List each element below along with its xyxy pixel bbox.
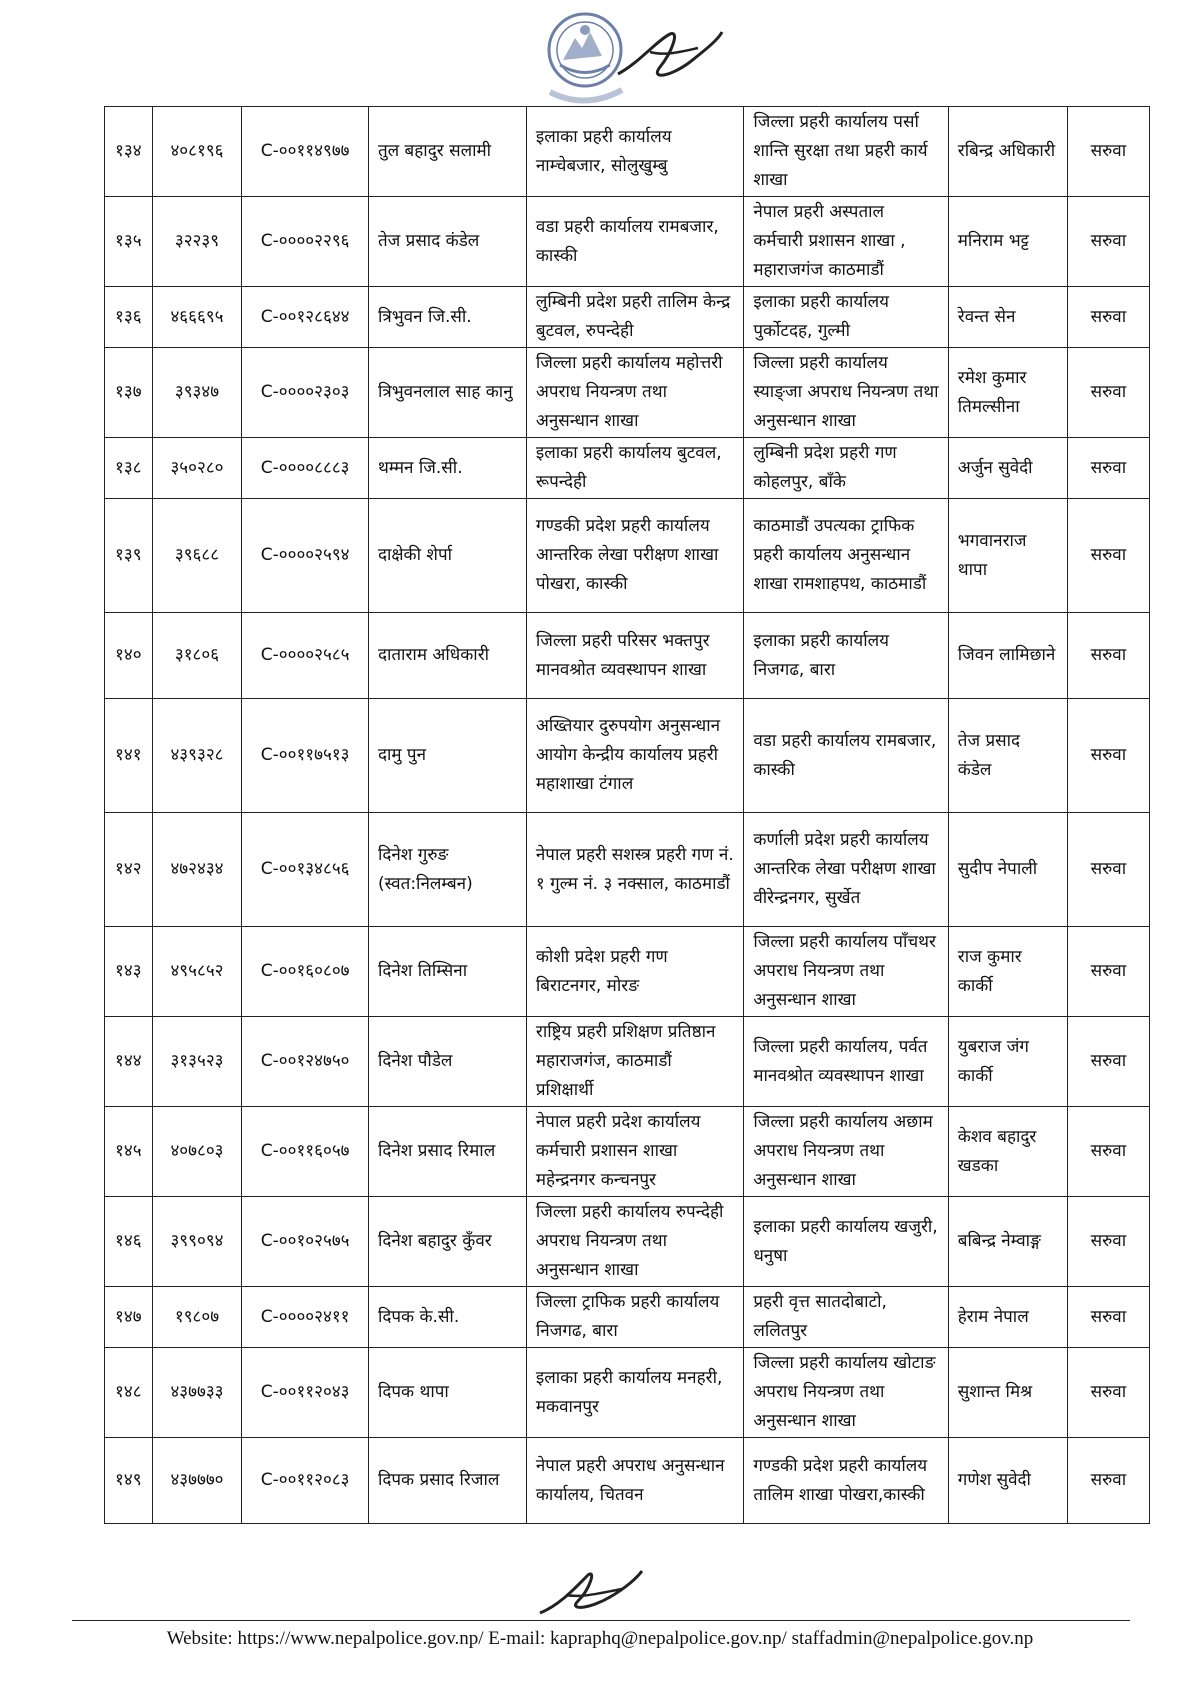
cell-name: दिनेश बहादुर कुँवर bbox=[368, 1197, 526, 1287]
cell-serial-number: १४९ bbox=[105, 1438, 153, 1524]
cell-employee-id: ४६६६९५ bbox=[152, 287, 242, 348]
table-row bbox=[105, 499, 1150, 613]
cell-code: C-००१२८६४४ bbox=[242, 287, 369, 348]
cell-replacement: सुदीप नेपाली bbox=[948, 813, 1067, 927]
cell-new-office: जिल्ला प्रहरी कार्यालय, पर्वत मानवश्रोत व्यवस्थापन शाखा bbox=[744, 1017, 948, 1107]
cell-code: C-००००२५८५ bbox=[242, 613, 369, 699]
cell-current-office: वडा प्रहरी कार्यालय रामबजार, कास्की bbox=[526, 197, 743, 287]
table-row bbox=[105, 348, 1150, 438]
cell-name: दामु पुन bbox=[368, 699, 526, 813]
cell-serial-number: १४६ bbox=[105, 1197, 153, 1287]
cell-replacement: रमेश कुमार तिमल्सीना bbox=[948, 348, 1067, 438]
cell-serial-number: १३७ bbox=[105, 348, 153, 438]
cell-name: दाक्षेकी शेर्पा bbox=[368, 499, 526, 613]
cell-status: सरुवा bbox=[1067, 1107, 1149, 1197]
cell-serial-number: १४७ bbox=[105, 1287, 153, 1348]
cell-name: दाताराम अधिकारी bbox=[368, 613, 526, 699]
cell-code: C-००११७५१३ bbox=[242, 699, 369, 813]
cell-employee-id: ४०८१९६ bbox=[152, 107, 242, 197]
cell-name: दिनेश तिम्सिना bbox=[368, 927, 526, 1017]
table-row bbox=[105, 1107, 1150, 1197]
cell-serial-number: १३६ bbox=[105, 287, 153, 348]
cell-current-office: इलाका प्रहरी कार्यालय बुटवल, रूपन्देही bbox=[526, 438, 743, 499]
cell-status: सरुवा bbox=[1067, 613, 1149, 699]
cell-code: C-००१३४८५६ bbox=[242, 813, 369, 927]
cell-employee-id: ३२२३९ bbox=[152, 197, 242, 287]
cell-code: C-००११२०४३ bbox=[242, 1348, 369, 1438]
cell-current-office: गण्डकी प्रदेश प्रहरी कार्यालय आन्तरिक लेखा परीक्षण शाखा पोखरा, कास्की bbox=[526, 499, 743, 613]
cell-new-office: नेपाल प्रहरी अस्पताल कर्मचारी प्रशासन शाखा , महाराजगंज काठमाडौं bbox=[744, 197, 948, 287]
cell-replacement: राज कुमार कार्की bbox=[948, 927, 1067, 1017]
cell-replacement: केशव बहादुर खडका bbox=[948, 1107, 1067, 1197]
cell-replacement: जिवन लामिछाने bbox=[948, 613, 1067, 699]
cell-serial-number: १४५ bbox=[105, 1107, 153, 1197]
footer-contact: Website: https://www.nepalpolice.gov.np/ E-mail: kapraphq@nepalpolice.gov.np/ staffadmin@nepalpolice.gov.np bbox=[166, 1628, 1034, 1649]
cell-current-office: इलाका प्रहरी कार्यालय मनहरी, मकवानपुर bbox=[526, 1348, 743, 1438]
cell-serial-number: १४२ bbox=[105, 813, 153, 927]
cell-current-office: नेपाल प्रहरी सशस्त्र प्रहरी गण नं. १ गुल्म नं. ३ नक्साल, काठमाडौं bbox=[526, 813, 743, 927]
cell-serial-number: १४० bbox=[105, 613, 153, 699]
cell-current-office: जिल्ला ट्राफिक प्रहरी कार्यालय निजगढ, बारा bbox=[526, 1287, 743, 1348]
cell-employee-id: ४३९३२८ bbox=[152, 699, 242, 813]
table-row bbox=[105, 613, 1150, 699]
cell-name: दिपक थापा bbox=[368, 1348, 526, 1438]
cell-code: C-००००२२९६ bbox=[242, 197, 369, 287]
cell-name: दिपक प्रसाद रिजाल bbox=[368, 1438, 526, 1524]
cell-new-office: इलाका प्रहरी कार्यालय खजुरी, धनुषा bbox=[744, 1197, 948, 1287]
table-row bbox=[105, 1197, 1150, 1287]
cell-new-office: जिल्ला प्रहरी कार्यालय अछाम अपराध नियन्त्रण तथा अनुसन्धान शाखा bbox=[744, 1107, 948, 1197]
cell-new-office: लुम्बिनी प्रदेश प्रहरी गण कोहलपुर, बाँके bbox=[744, 438, 948, 499]
table-row bbox=[105, 287, 1150, 348]
cell-status: सरुवा bbox=[1067, 1348, 1149, 1438]
cell-current-office: नेपाल प्रहरी प्रदेश कार्यालय कर्मचारी प्रशासन शाखा महेन्द्रनगर कन्चनपुर bbox=[526, 1107, 743, 1197]
cell-replacement: सुशान्त मिश्र bbox=[948, 1348, 1067, 1438]
cell-name: दिपक के.सी. bbox=[368, 1287, 526, 1348]
cell-name: तेज प्रसाद कंडेल bbox=[368, 197, 526, 287]
cell-new-office: प्रहरी वृत्त सातदोबाटो, ललितपुर bbox=[744, 1287, 948, 1348]
cell-name: दिनेश गुरुङ (स्वत:निलम्बन) bbox=[368, 813, 526, 927]
table-body bbox=[105, 107, 1150, 1524]
cell-new-office: इलाका प्रहरी कार्यालय पुर्कोटदह, गुल्मी bbox=[744, 287, 948, 348]
cell-replacement: बबिन्द्र नेम्वाङ्ग bbox=[948, 1197, 1067, 1287]
cell-name: त्रिभुवन जि.सी. bbox=[368, 287, 526, 348]
cell-status: सरुवा bbox=[1067, 107, 1149, 197]
table-row bbox=[105, 1287, 1150, 1348]
cell-replacement: तेज प्रसाद कंडेल bbox=[948, 699, 1067, 813]
cell-new-office: जिल्ला प्रहरी कार्यालय पाँचथर अपराध नियन्त्रण तथा अनुसन्धान शाखा bbox=[744, 927, 948, 1017]
cell-status: सरुवा bbox=[1067, 348, 1149, 438]
cell-serial-number: १३४ bbox=[105, 107, 153, 197]
cell-status: सरुवा bbox=[1067, 1438, 1149, 1524]
cell-name: तुल बहादुर सलामी bbox=[368, 107, 526, 197]
cell-code: C-००१०२५७५ bbox=[242, 1197, 369, 1287]
cell-status: सरुवा bbox=[1067, 499, 1149, 613]
cell-replacement: युबराज जंग कार्की bbox=[948, 1017, 1067, 1107]
cell-code: C-००००२३०३ bbox=[242, 348, 369, 438]
table-row bbox=[105, 699, 1150, 813]
cell-current-office: लुम्बिनी प्रदेश प्रहरी तालिम केन्द्र बुटवल, रुपन्देही bbox=[526, 287, 743, 348]
cell-employee-id: ३१८०६ bbox=[152, 613, 242, 699]
cell-current-office: कोशी प्रदेश प्रहरी गण बिराटनगर, मोरङ bbox=[526, 927, 743, 1017]
cell-status: सरुवा bbox=[1067, 813, 1149, 927]
cell-code: C-००११४९७७ bbox=[242, 107, 369, 197]
table-row bbox=[105, 927, 1150, 1017]
cell-status: सरुवा bbox=[1067, 197, 1149, 287]
cell-status: सरुवा bbox=[1067, 1017, 1149, 1107]
cell-serial-number: १३५ bbox=[105, 197, 153, 287]
cell-current-office: नेपाल प्रहरी अपराध अनुसन्धान कार्यालय, चितवन bbox=[526, 1438, 743, 1524]
footer-divider bbox=[72, 1620, 1130, 1621]
cell-employee-id: ४३७७३३ bbox=[152, 1348, 242, 1438]
cell-replacement: रेवन्त सेन bbox=[948, 287, 1067, 348]
cell-current-office: जिल्ला प्रहरी परिसर भक्तपुर मानवश्रोत व्यवस्थापन शाखा bbox=[526, 613, 743, 699]
cell-status: सरुवा bbox=[1067, 1287, 1149, 1348]
cell-replacement: भगवानराज थापा bbox=[948, 499, 1067, 613]
cell-name: दिनेश प्रसाद रिमाल bbox=[368, 1107, 526, 1197]
cell-serial-number: १४३ bbox=[105, 927, 153, 1017]
table-row bbox=[105, 107, 1150, 197]
cell-serial-number: १४४ bbox=[105, 1017, 153, 1107]
cell-replacement: हेराम नेपाल bbox=[948, 1287, 1067, 1348]
table-row bbox=[105, 813, 1150, 927]
cell-employee-id: ३९६८८ bbox=[152, 499, 242, 613]
cell-employee-id: ३१३५२३ bbox=[152, 1017, 242, 1107]
cell-current-office: जिल्ला प्रहरी कार्यालय रुपन्देही अपराध नियन्त्रण तथा अनुसन्धान शाखा bbox=[526, 1197, 743, 1287]
cell-new-office: इलाका प्रहरी कार्यालय निजगढ, बारा bbox=[744, 613, 948, 699]
cell-name: त्रिभुवनलाल साह कानु bbox=[368, 348, 526, 438]
cell-code: C-००१२४७५० bbox=[242, 1017, 369, 1107]
cell-current-office: राष्ट्रिय प्रहरी प्रशिक्षण प्रतिष्ठान महाराजगंज, काठमाडौं प्रशिक्षार्थी bbox=[526, 1017, 743, 1107]
cell-code: C-००१६०८०७ bbox=[242, 927, 369, 1017]
cell-employee-id: ३९३४७ bbox=[152, 348, 242, 438]
cell-employee-id: ३५०२८० bbox=[152, 438, 242, 499]
cell-employee-id: ४३७७७० bbox=[152, 1438, 242, 1524]
table-row bbox=[105, 1438, 1150, 1524]
cell-code: C-००००८८८३ bbox=[242, 438, 369, 499]
table-row bbox=[105, 1348, 1150, 1438]
cell-code: C-००११६०५७ bbox=[242, 1107, 369, 1197]
cell-serial-number: १४१ bbox=[105, 699, 153, 813]
cell-serial-number: १४८ bbox=[105, 1348, 153, 1438]
cell-serial-number: १३९ bbox=[105, 499, 153, 613]
table-row bbox=[105, 1017, 1150, 1107]
transfer-roster-table bbox=[104, 106, 1150, 1524]
cell-replacement: गणेश सुवेदी bbox=[948, 1438, 1067, 1524]
cell-name: थम्मन जि.सी. bbox=[368, 438, 526, 499]
cell-code: C-००००२५९४ bbox=[242, 499, 369, 613]
cell-new-office: काठमाडौं उपत्यका ट्राफिक प्रहरी कार्यालय अनुसन्धान शाखा रामशाहपथ, काठमाडौं bbox=[744, 499, 948, 613]
cell-code: C-००००२४११ bbox=[242, 1287, 369, 1348]
cell-status: सरुवा bbox=[1067, 438, 1149, 499]
cell-status: सरुवा bbox=[1067, 699, 1149, 813]
cell-current-office: इलाका प्रहरी कार्यालय नाम्चेबजार, सोलुखुम्बु bbox=[526, 107, 743, 197]
signature-icon bbox=[610, 22, 730, 92]
table-row bbox=[105, 438, 1150, 499]
cell-status: सरुवा bbox=[1067, 927, 1149, 1017]
cell-employee-id: ३९९०९४ bbox=[152, 1197, 242, 1287]
cell-new-office: जिल्ला प्रहरी कार्यालय पर्सा शान्ति सुरक्षा तथा प्रहरी कार्य शाखा bbox=[744, 107, 948, 197]
cell-serial-number: १३८ bbox=[105, 438, 153, 499]
cell-status: सरुवा bbox=[1067, 1197, 1149, 1287]
cell-replacement: मनिराम भट्ट bbox=[948, 197, 1067, 287]
cell-employee-id: १९८०७ bbox=[152, 1287, 242, 1348]
cell-employee-id: ४७२४३४ bbox=[152, 813, 242, 927]
cell-new-office: जिल्ला प्रहरी कार्यालय खोटाङ अपराध नियन्त्रण तथा अनुसन्धान शाखा bbox=[744, 1348, 948, 1438]
cell-new-office: कर्णाली प्रदेश प्रहरी कार्यालय आन्तरिक लेखा परीक्षण शाखा वीरेन्द्रनगर, सुर्खेत bbox=[744, 813, 948, 927]
cell-replacement: अर्जुन सुवेदी bbox=[948, 438, 1067, 499]
cell-replacement: रबिन्द्र अधिकारी bbox=[948, 107, 1067, 197]
cell-code: C-००११२०८३ bbox=[242, 1438, 369, 1524]
cell-employee-id: ४९५८५२ bbox=[152, 927, 242, 1017]
signature-icon bbox=[530, 1565, 650, 1620]
table-row bbox=[105, 197, 1150, 287]
cell-name: दिनेश पौडेल bbox=[368, 1017, 526, 1107]
cell-current-office: जिल्ला प्रहरी कार्यालय महोत्तरी अपराध नियन्त्रण तथा अनुसन्धान शाखा bbox=[526, 348, 743, 438]
cell-status: सरुवा bbox=[1067, 287, 1149, 348]
cell-new-office: गण्डकी प्रदेश प्रहरी कार्यालय तालिम शाखा पोखरा,कास्की bbox=[744, 1438, 948, 1524]
cell-new-office: वडा प्रहरी कार्यालय रामबजार, कास्की bbox=[744, 699, 948, 813]
cell-current-office: अख्तियार दुरुपयोग अनुसन्धान आयोग केन्द्रीय कार्यालय प्रहरी महाशाखा टंगाल bbox=[526, 699, 743, 813]
cell-employee-id: ४०७८०३ bbox=[152, 1107, 242, 1197]
cell-new-office: जिल्ला प्रहरी कार्यालय स्याङ्जा अपराध नियन्त्रण तथा अनुसन्धान शाखा bbox=[744, 348, 948, 438]
